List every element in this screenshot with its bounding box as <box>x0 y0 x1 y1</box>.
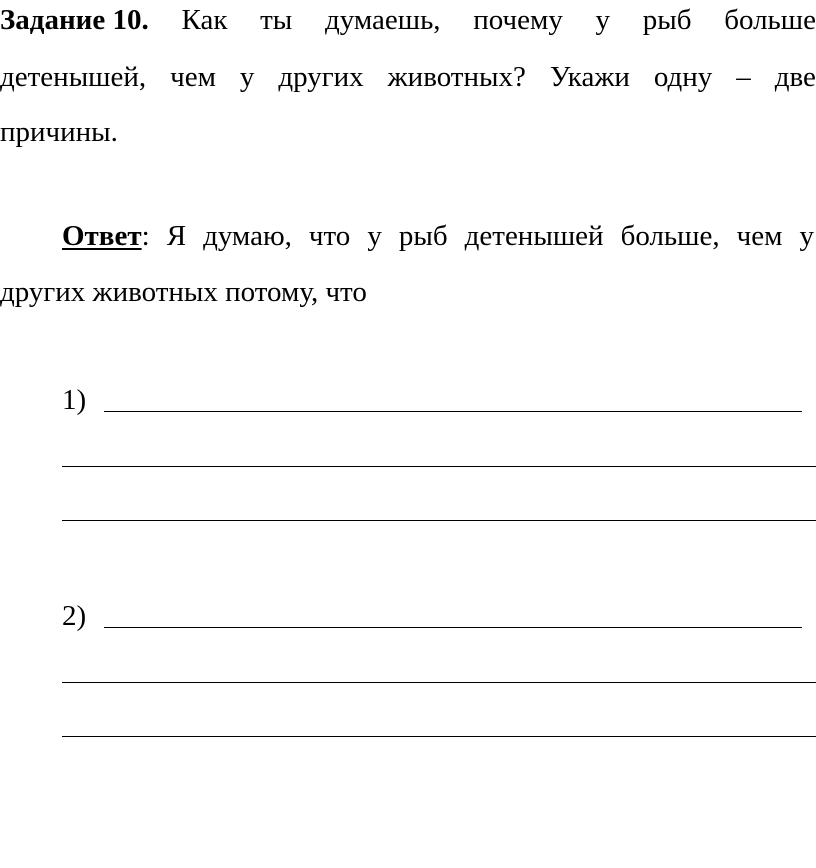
answer-line-2: других животных потому, что <box>0 276 367 308</box>
answer-word: рыб <box>398 220 448 252</box>
task-word: Как <box>181 4 228 36</box>
answer-line-1 <box>62 218 814 254</box>
answer-word: что <box>308 220 351 252</box>
answer-word: Я <box>166 220 187 252</box>
task-word: чем <box>170 61 216 93</box>
task-word: – <box>736 61 751 93</box>
answer-word: у <box>799 220 814 252</box>
task-line-2 <box>0 59 816 95</box>
task-line-1 <box>0 2 816 38</box>
task-word: почему <box>473 4 563 36</box>
answer-colon: : <box>141 220 150 252</box>
item-number: 2) <box>62 600 87 632</box>
task-word: ты <box>260 4 293 36</box>
task-word: одну <box>653 61 713 93</box>
answer-line-field[interactable] <box>62 520 816 521</box>
task-word: у <box>595 4 611 36</box>
task-label: Задание 10. <box>0 4 149 36</box>
answer-word: чем <box>736 220 783 252</box>
answer-line-field[interactable] <box>62 466 816 467</box>
answer-line-field[interactable] <box>62 682 816 683</box>
task-word: думаешь, <box>324 4 441 36</box>
task-word: больше <box>724 4 816 36</box>
answer-word: думаю, <box>203 220 292 252</box>
task-word: животных? <box>387 61 526 93</box>
item-number: 1) <box>62 384 87 416</box>
answer-line-field[interactable] <box>62 736 816 737</box>
answer-line-field[interactable] <box>104 411 802 412</box>
answer-word: у <box>367 220 382 252</box>
task-word: других <box>278 61 364 93</box>
answer-word: детенышей <box>464 220 604 252</box>
task-word: Укажи <box>549 61 630 93</box>
task-word: детенышей, <box>0 61 147 93</box>
task-word: у <box>239 61 255 93</box>
answer-word: больше, <box>620 220 720 252</box>
task-word: рыб <box>642 4 692 36</box>
task-line-3: причины. <box>0 116 118 148</box>
answer-label: Ответ <box>62 220 142 252</box>
answer-line-field[interactable] <box>104 627 802 628</box>
answer-lead <box>62 218 150 254</box>
task-word: две <box>774 61 816 93</box>
